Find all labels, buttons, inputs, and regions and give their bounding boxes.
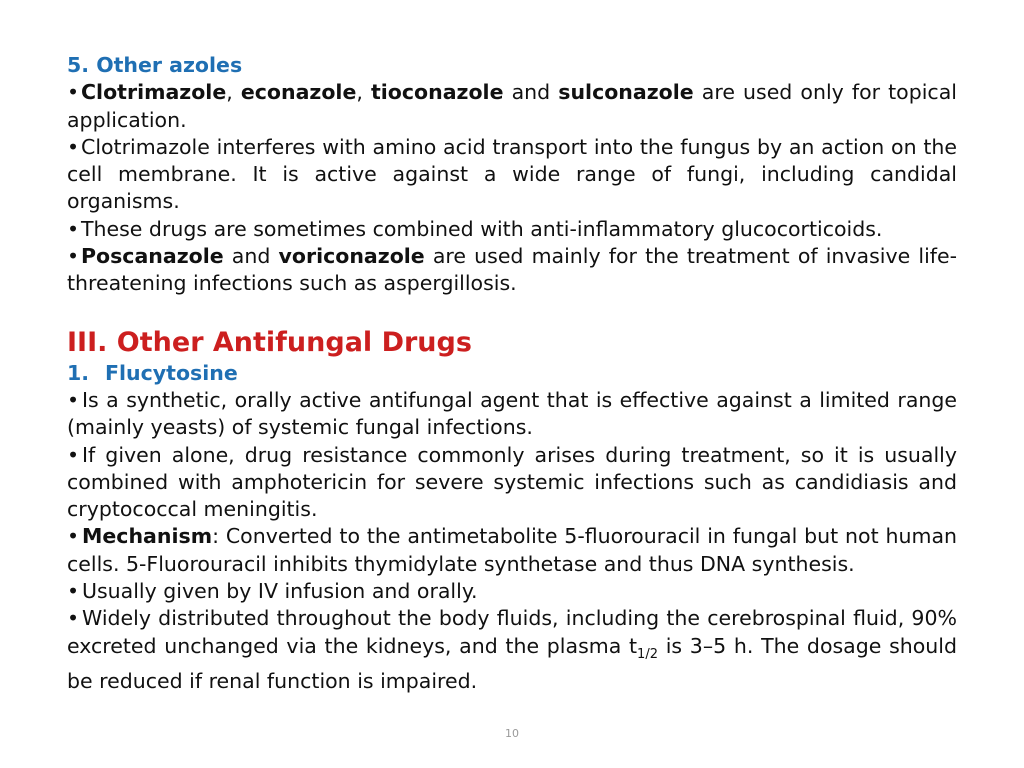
bullet-icon: • bbox=[67, 606, 80, 631]
bullet-icon: • bbox=[67, 524, 80, 549]
mechanism-label: Mechanism bbox=[82, 524, 213, 549]
drug-name: voriconazole bbox=[278, 244, 425, 269]
bullet-icon: • bbox=[67, 134, 80, 159]
bullet-icon: • bbox=[67, 442, 80, 467]
azoles-paragraph-combination: •These drugs are sometimes combined with anti-inflammatory glucocorticoids. bbox=[67, 216, 957, 243]
azoles-paragraph-topical: •Clotrimazole, econazole, tioconazole and sulconazole are used only for topical application. bbox=[67, 80, 957, 132]
flucytosine-bullet-distribution: • Widely distributed throughout the body fluids, including the cerebrospinal fluid, 90% excreted unchanged via the kidneys, and the plasma $t_{1/2}$ is 3–5 h. The dosage should be reduced if renal function is impaired. bbox=[67, 606, 957, 693]
drug-name: tioconazole bbox=[370, 80, 504, 105]
bullet-icon: • bbox=[67, 80, 80, 105]
section-heading-other-antifungal-drugs: III. Other Antifungal Drugs bbox=[67, 326, 472, 358]
half-life-subscript: 1/2 bbox=[637, 646, 658, 662]
bullet-icon: • bbox=[67, 387, 80, 412]
flucytosine-bullet-mechanism: • Mechanism: Converted to the antimetabolite 5-fluorouracil in fungal but not human cells. 5-Fluorouracil inhibits thymidylate synthetase and thus DNA synthesis. bbox=[67, 524, 957, 576]
bullet-icon: • bbox=[67, 244, 80, 269]
slide-content bbox=[67, 52, 957, 695]
azoles-paragraph-mechanism: •Clotrimazole interferes with amino acid transport into the fungus by an action on the cell membrane. It is active against a wide range of fungi, including candidal organisms. bbox=[67, 134, 957, 214]
drug-name: econazole bbox=[240, 80, 357, 105]
flucytosine-bullet-synthetic: • Is a synthetic, orally active antifungal agent that is effective against a limited range (mainly yeasts) of systemic fungal infections. bbox=[67, 387, 957, 440]
drug-name: Clotrimazole bbox=[81, 80, 227, 105]
subheading-title: Flucytosine bbox=[105, 360, 238, 385]
subheading-flucytosine bbox=[67, 360, 957, 387]
bullet-icon: • bbox=[67, 579, 80, 604]
flucytosine-bullet-resistance: • If given alone, drug resistance commonly arises during treatment, so it is usually combined with amphotericin for severe systemic infections such as candidiasis and cryptococcal meningitis. bbox=[67, 442, 957, 522]
bullet-icon: • bbox=[67, 216, 80, 241]
subheading-number: 1. bbox=[67, 360, 90, 385]
drug-name: Poscanazole bbox=[81, 244, 224, 269]
azoles-paragraph-invasive: •Poscanazole and voriconazole are used mainly for the treatment of invasive life-threatening infections such as aspergillosis. bbox=[67, 244, 957, 296]
drug-name: sulconazole bbox=[558, 80, 694, 105]
section-heading-other-azoles: 5. Other azoles bbox=[67, 53, 243, 77]
page-number: 10 bbox=[505, 727, 519, 740]
flucytosine-bullet-administration: • Usually given by IV infusion and orally. bbox=[67, 578, 957, 605]
